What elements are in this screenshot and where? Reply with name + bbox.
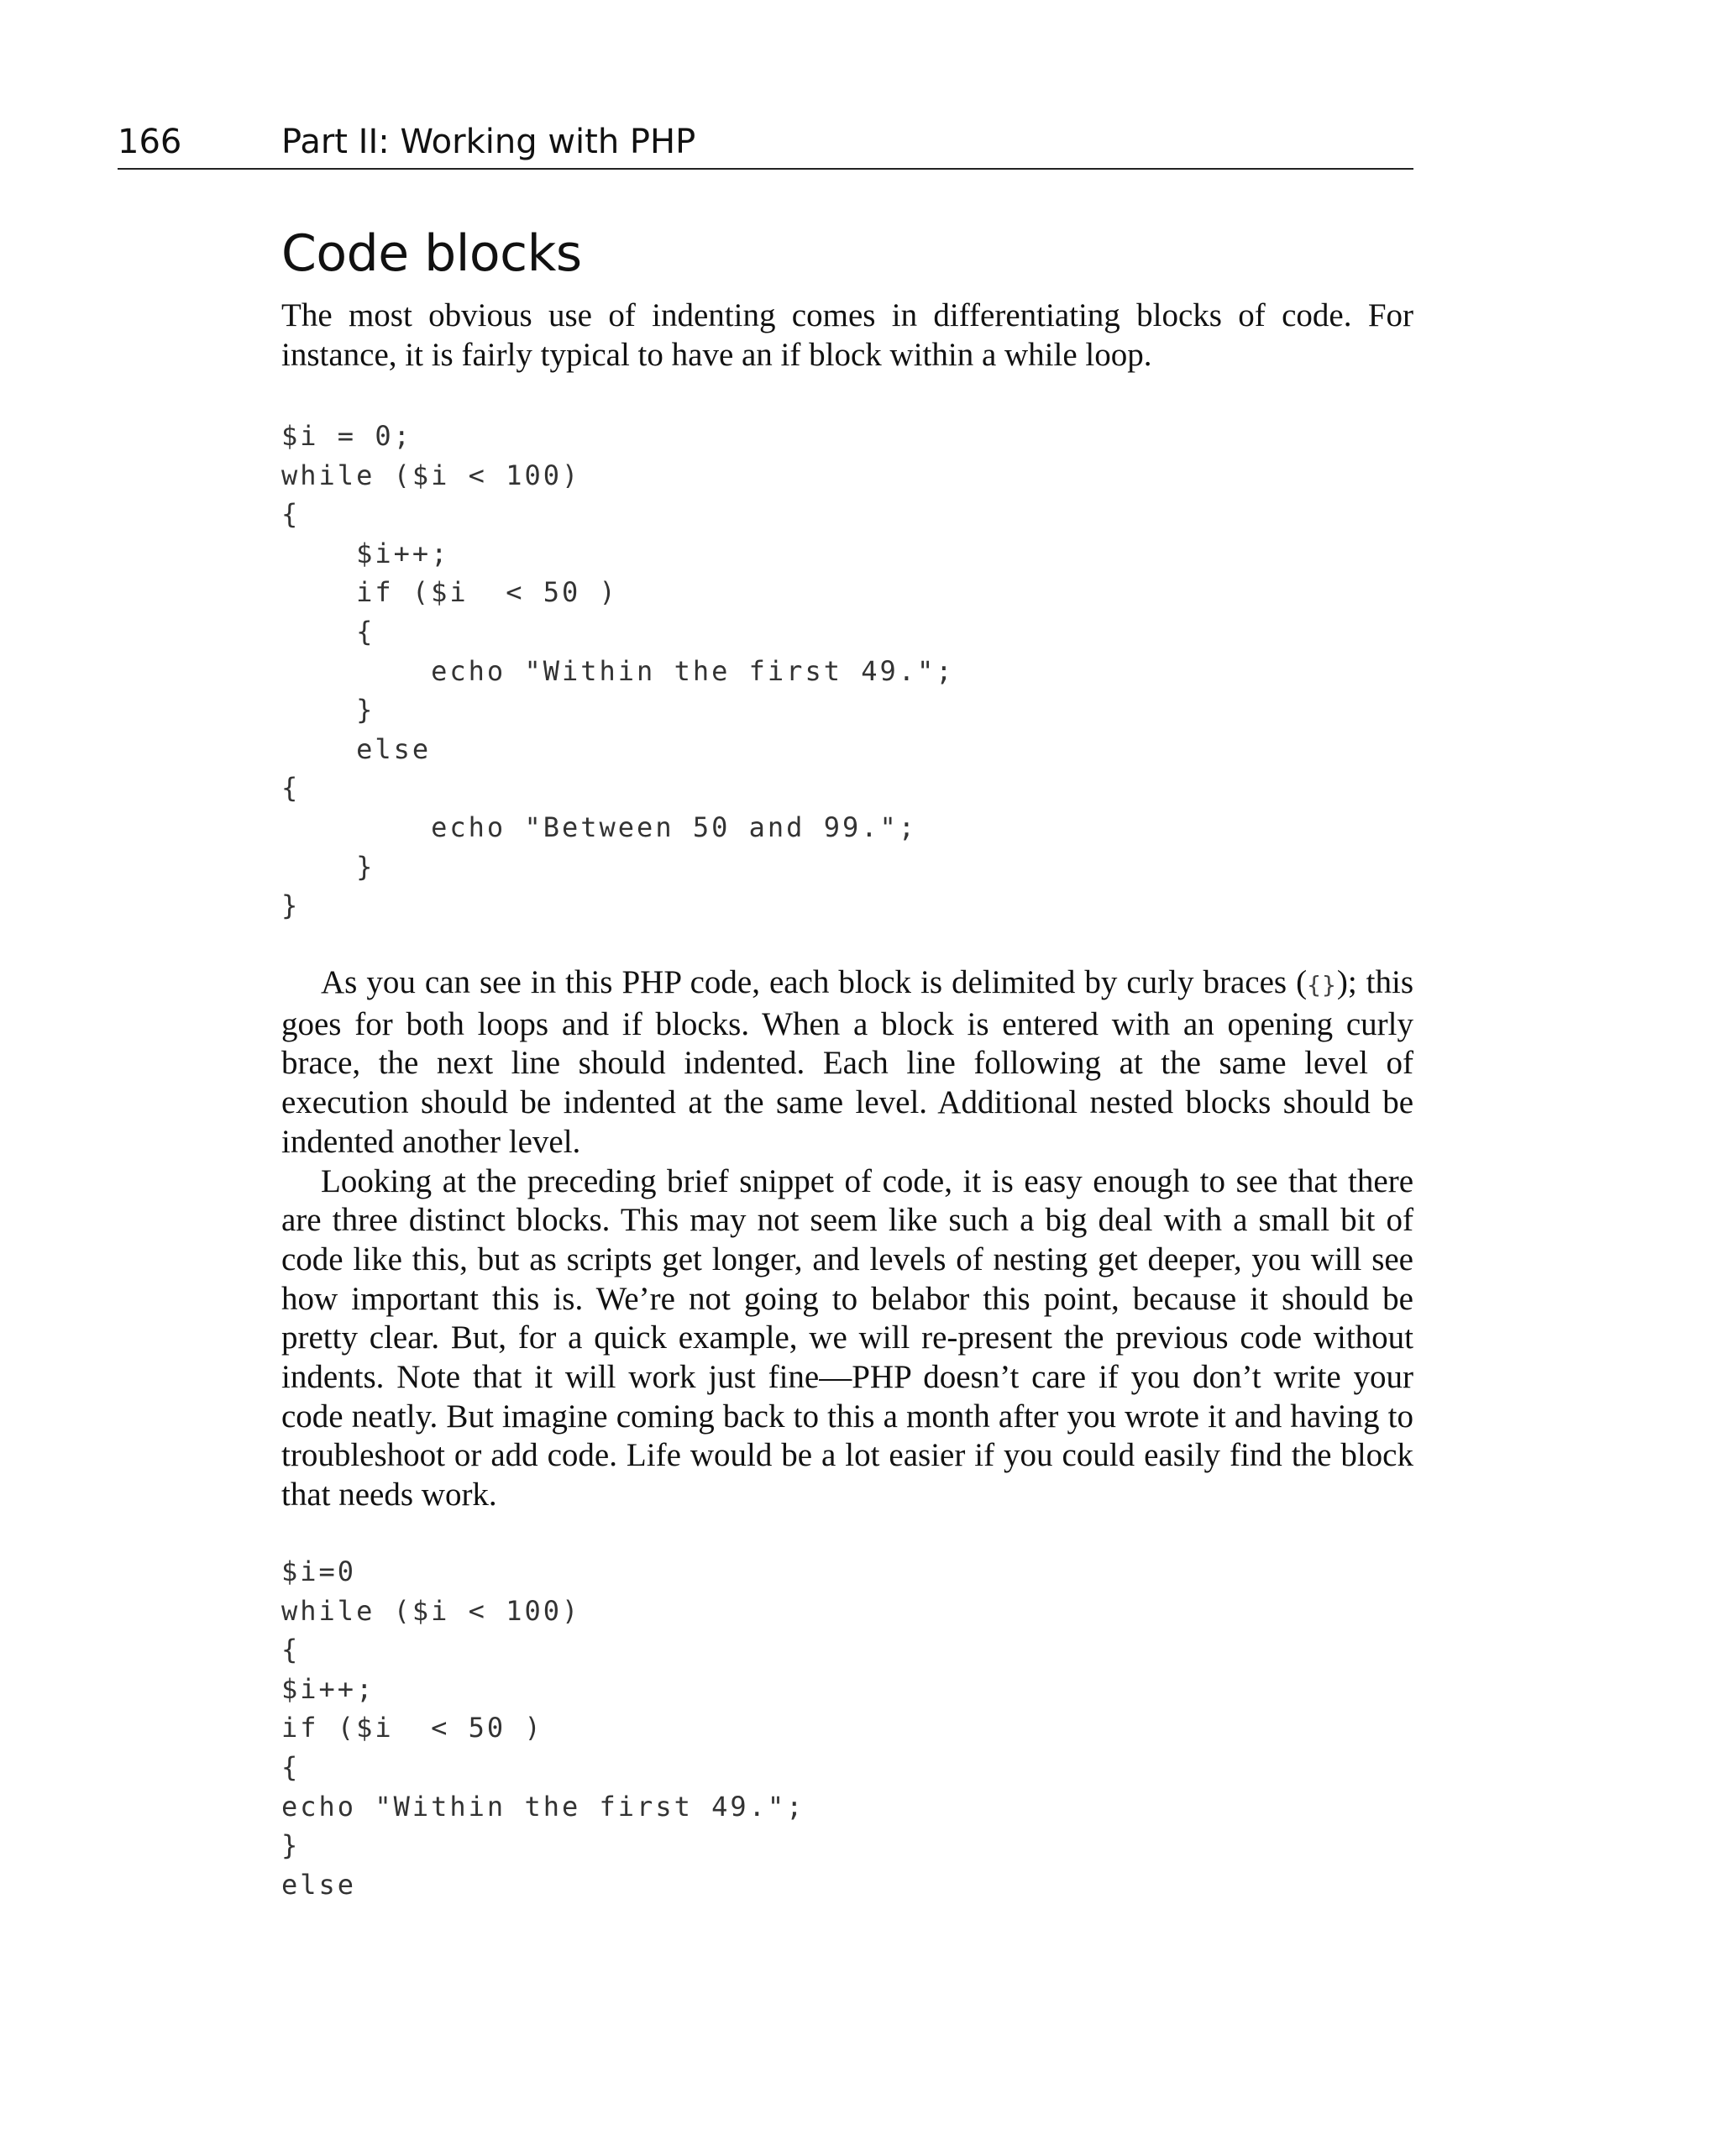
intro-paragraph: The most obvious use of indenting comes in differentiating blocks of code. For instance, it is fairly typical to have an if block within a while loop. (281, 297, 1413, 373)
code-line: $i++; (281, 537, 450, 569)
code-line: { (281, 1634, 301, 1666)
code-line: $i = 0; (281, 420, 412, 452)
code-line: if ($i < 50 ) (281, 576, 618, 609)
paragraph-text: ); this goes for both loops and if blocks. When a block is entered with an opening curly brace, the next line should indented. Each line following at the same level of execution should be indented at the same level. Additional nested blocks should be indented another level. (281, 964, 1414, 1160)
code-line: { (281, 615, 375, 648)
code-line: } (281, 694, 375, 727)
intro-text (281, 296, 1413, 375)
code-line: } (281, 889, 301, 922)
code-line: echo "Within the first 49."; (281, 654, 955, 687)
code-line: } (281, 1829, 301, 1862)
code-line: $i=0 (281, 1555, 357, 1587)
code-line: { (281, 1750, 301, 1783)
code-line: $i++; (281, 1672, 375, 1705)
code-line: { (281, 498, 301, 531)
part-title: Part II: Working with PHP (281, 123, 696, 161)
section-heading: Code blocks (281, 224, 582, 283)
discussion-text (281, 963, 1413, 1515)
running-header (118, 116, 1413, 170)
code-line: else (281, 732, 432, 765)
body-paragraph-braces (281, 963, 1413, 1162)
code-line: while ($i < 100) (281, 1594, 581, 1627)
code-line: while ($i < 100) (281, 459, 581, 491)
inline-code-braces: {} (1307, 971, 1337, 999)
body-paragraph-blocks: Looking at the preceding brief snippet of code, it is easy enough to see that there are three distinct blocks. This may not seem like such a big deal with a small bit of code like this, but as scripts get longer, and levels of nesting get deeper, you will see how important this is. We’re not going to belabor this point, because it should be pretty clear. But, for a quick example, we will re-present the previous code without indents. Note that it will work just fine—PHP doesn’t care if you don’t write your code neatly. But imagine coming back to this a month after you wrote it and having to troubleshoot or add code. Life would be a lot easier if you could easily find the block that needs work. (281, 1162, 1413, 1513)
page-number: 166 (118, 123, 182, 161)
paragraph-text: As you can see in this PHP code, each block is delimited by curly braces ( (321, 964, 1308, 1000)
code-listing-unindented (281, 1552, 805, 1904)
code-line: echo "Between 50 and 99."; (281, 810, 918, 843)
code-line: } (281, 850, 375, 883)
code-line: else (281, 1868, 357, 1901)
code-listing-indented (281, 417, 955, 926)
code-line: { (281, 772, 301, 805)
code-line: echo "Within the first 49."; (281, 1790, 805, 1823)
code-line: if ($i < 50 ) (281, 1712, 543, 1744)
